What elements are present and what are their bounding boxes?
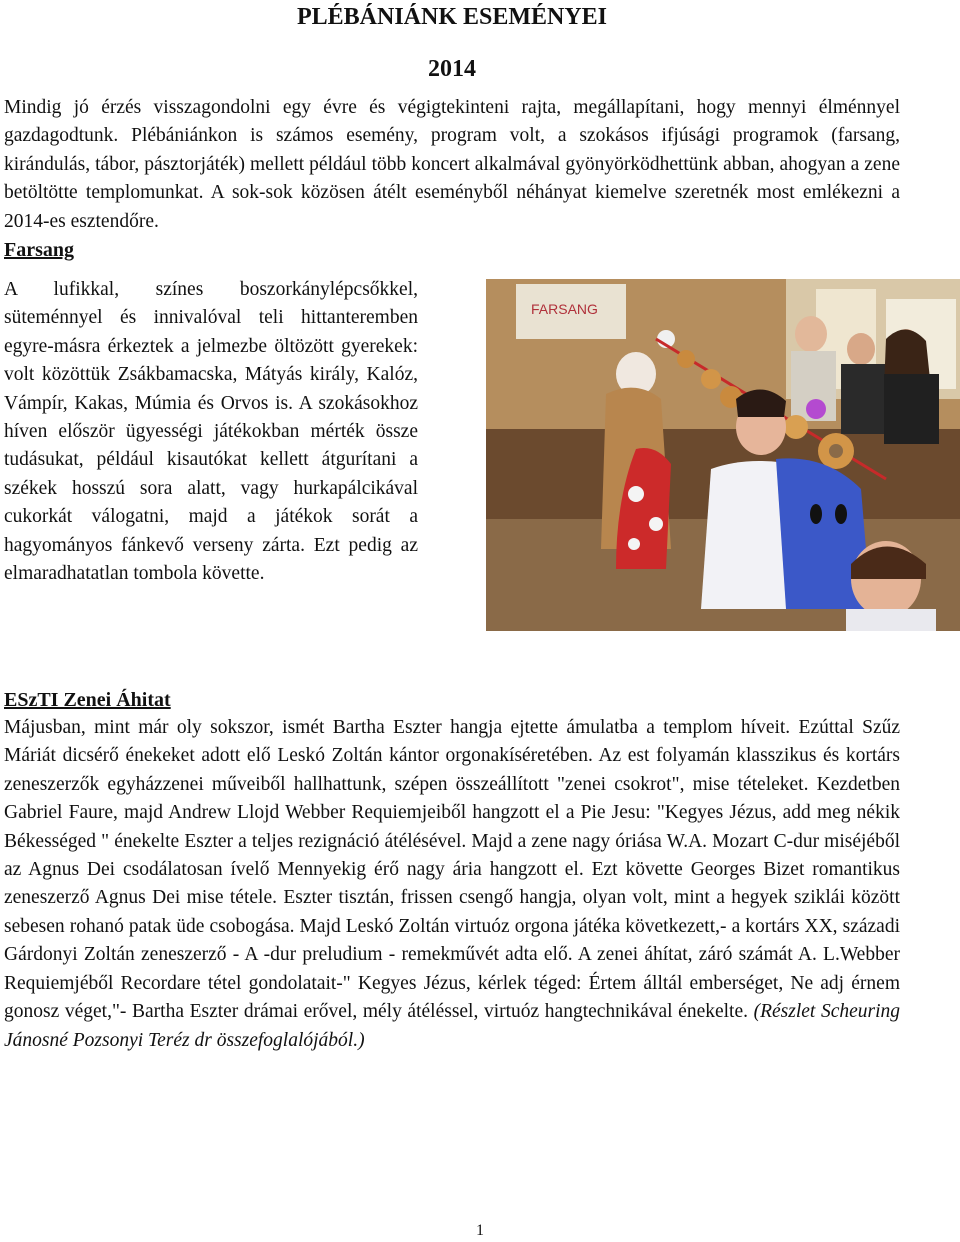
eszti-text: Májusban, mint már oly sokszor, ismét Bartha Eszter hangja ejtette ámulatba a templom híveit. Ezúttal Szűz Máriát dicsérő énekeket adott elő Leskó Zoltán kántor orgonakíséretében. Az est folyamán klasszikus és kortárs zeneszerzők egyházzenei műveiből hallhattunk, szépen összeállított "zenei csokrot", mise tételeket. Kezdetben Gabriel Faure, majd Andrew Llojd Webber Requiemjeiből hangzott el a Pie Jesu: "Kegyes Jézus, add meg nékik Békességed " énekelte Eszter a teljes rezignáció átélésével. Majd a zene nagy óriása W.A. Mozart C-dur miséjéből az Agnus Dei csodálatosan ívelő Mennyekig érő nagy ária hangzott el. Ezt követte Georges Bizet romantikus zeneszerző Agnus Dei mise tétele. Eszter tisztán, frissen csengő hangja, olyan volt, mint a hegyek sziklái között sebesen rohanó patak üde csobogása. Majd Leskó Zoltán virtuóz orgona játéka következett,- a kortárs XX, századi Gárdonyi Zoltán zeneszerző - A -dur preludium - remekművét adta elő. A zenei áhítat, záró számát A. L.Webber Requiemjéből Recordare tétel gondolatait-" Kegyes Jézus, kérlek téged: Értem álltál emberséget, Ne adj érnem gonosz véget,"- Bartha Eszter drámai erővel, mély átéléssel, virtuóz hangtechnikával énekelte. [4, 717, 900, 1023]
intro-paragraph: Mindig jó érzés visszagondolni egy évre és végigtekinteni rajta, megállapítani, hogy mennyi élménnyel gazdagodtunk. Plébániánkon is számos esemény, program volt, a szokásos ifjúsági programok (farsang, kirándulás, tábor, pásztorjáték) mellett például több koncert alkalmával gyönyörködhettünk abban, ahogyan a zene betöltötte templomunkat. A sok-sok közösen átélt eseményből néhányat kiemelve szeretnék most emlékezni a 2014-es esztendőre. [4, 97, 900, 232]
farsang-heading: Farsang [4, 239, 74, 262]
page-title: PLÉBÁNIÁNK ESEMÉNYEI [296, 4, 608, 30]
photo-banner-text: FARSANG [531, 301, 598, 318]
eszti-paragraph [4, 714, 900, 1055]
year-heading: 2014 [428, 56, 476, 82]
eszti-caption: (Részlet Scheuring Jánosné Pozsonyi Teréz dr összefoglalójából.) [4, 1001, 901, 1051]
page-number: 1 [476, 1222, 484, 1239]
farsang-section [4, 276, 900, 686]
farsang-photo [486, 279, 960, 631]
eszti-heading: ESzTI Zenei Áhitat [4, 689, 171, 712]
document-page [4, 0, 900, 1055]
farsang-paragraph: A lufikkal, színes boszorkánylépcsőkkel, süteménnyel és innivalóval teli hittanteremben egyre-másra érkeztek a jelmezbe öltözött gyerekek: volt közöttük Zsákbamacska, Mátyás király, Kalóz, Vámpír, Kakas, Múmia és Orvos is. A szokásokhoz híven először ügyességi játékokban mérték össze tudásukat, például kisautókat kellett átgurítani a székek hosszú sora alatt, vagy hurkapálcikával cukorkát válogatni, majd a játékok sorát a hagyományos fánkevő verseny zárta. Ezt pedig az elmaradhatatlan tombola követte. [4, 279, 418, 585]
